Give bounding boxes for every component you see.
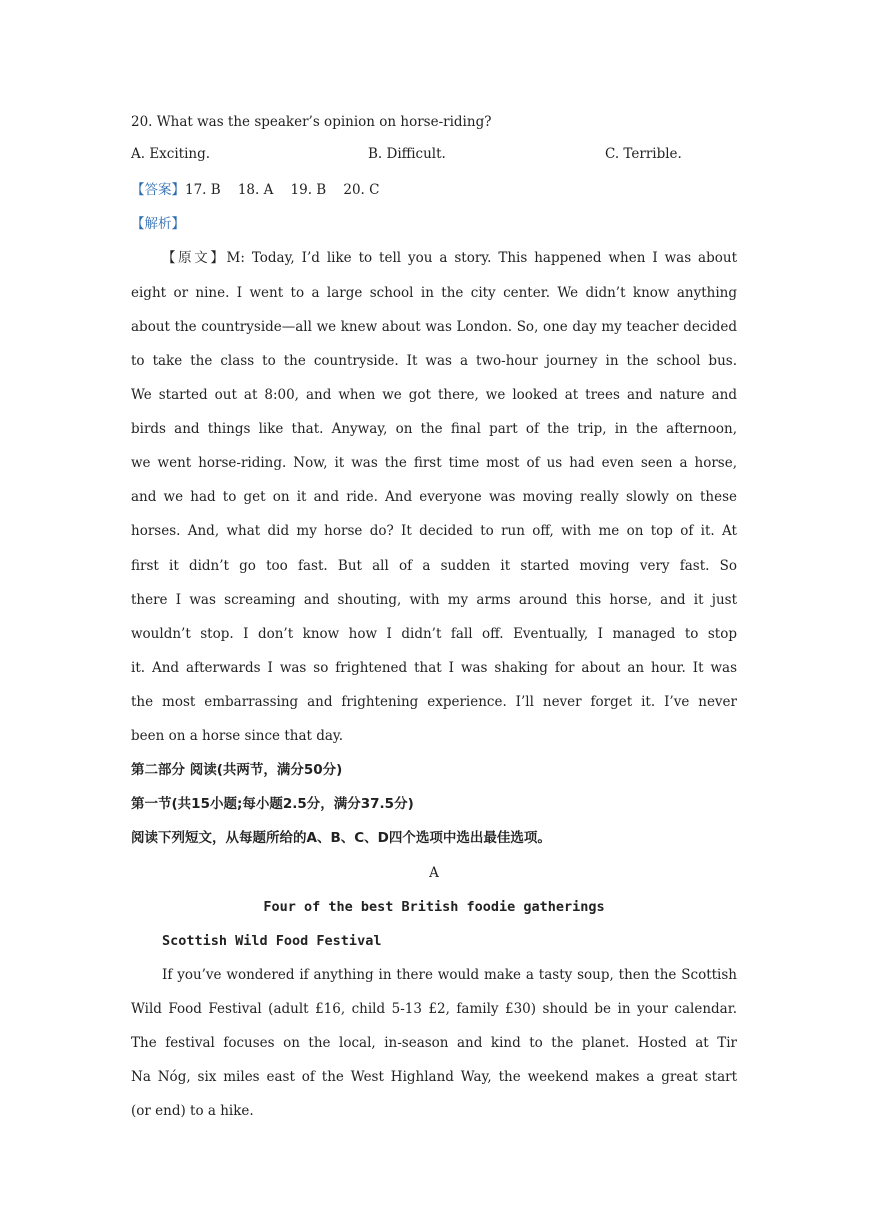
passage-line: Wild Food Festival (adult £16, child 5-13 £2, family £30) should be in your calendar. [131,1001,737,1017]
section2-instructions: 阅读下列短文，从每题所给的A、B、C、D四个选项中选出最佳选项。 [131,830,551,846]
answer-tag: 【答案】 [131,182,185,198]
transcript-line: first it didn’t go too fast. But all of a sudden it started moving very fast. So [131,558,737,574]
transcript-line: birds and things like that. Anyway, on the final part of the trip, in the afternoon, [131,421,737,437]
transcript-line: it. And afterwards I was so frightened that I was shaking for about an hour. It was [131,660,737,676]
transcript-line: to take the class to the countryside. It was a two-hour journey in the school bus. [131,353,737,369]
transcript-line: the most embarrassing and frightening experience. I’ll never forget it. I’ve never [131,694,737,710]
passage-title: Four of the best British foodie gatherings [263,899,605,915]
transcript-line: about the countryside—all we knew about was London. So, one day my teacher decided [131,319,737,335]
question-20: 20. What was the speaker’s opinion on horse-riding? [131,114,492,130]
analysis-tag: 【解析】 [131,216,185,232]
passage-line: The festival focuses on the local, in-season and kind to the planet. Hosted at Tir [131,1035,737,1051]
option-c: C. Terrible. [605,146,682,162]
passage-label: A [429,865,439,881]
option-b: B. Difficult. [368,146,446,162]
answer-text: 17. B 18. A 19. B 20. C [185,182,380,198]
section2-title: 第二部分 阅读(共两节，满分50分) [131,762,343,778]
option-a: A. Exciting. [131,146,211,162]
passage-line: Na Nóg, six miles east of the West Highland Way, the weekend makes a great start [131,1069,737,1085]
passage-line: (or end) to a hike. [131,1103,254,1119]
passage-line: If you’ve wondered if anything in there would make a tasty soup, then the Scottish [162,967,737,983]
transcript-line: been on a horse since that day. [131,728,344,744]
transcript-line: we went horse-riding. Now, it was the first time most of us had even seen a horse, [131,455,737,471]
transcript-line: wouldn’t stop. I don’t know how I didn’t fall off. Eventually, I managed to stop [131,626,737,642]
transcript-line: 【原文】M: Today, I’d like to tell you a story. This happened when I was about [162,250,737,266]
transcript-line: We started out at 8:00, and when we got there, we looked at trees and nature and [131,387,737,403]
section2-part1: 第一节(共15小题;每小题2.5分，满分37.5分) [131,796,414,812]
transcript-line: horses. And, what did my horse do? It decided to run off, with me on top of it. At [131,523,737,539]
answer-line [131,180,737,200]
transcript-line: eight or nine. I went to a large school in the city center. We didn’t know anything [131,285,737,301]
transcript-line: there I was screaming and shouting, with my arms around this horse, and it just [131,592,737,608]
transcript-line: and we had to get on it and ride. And everyone was moving really slowly on these [131,489,737,505]
passage-subtitle: Scottish Wild Food Festival [162,933,382,949]
